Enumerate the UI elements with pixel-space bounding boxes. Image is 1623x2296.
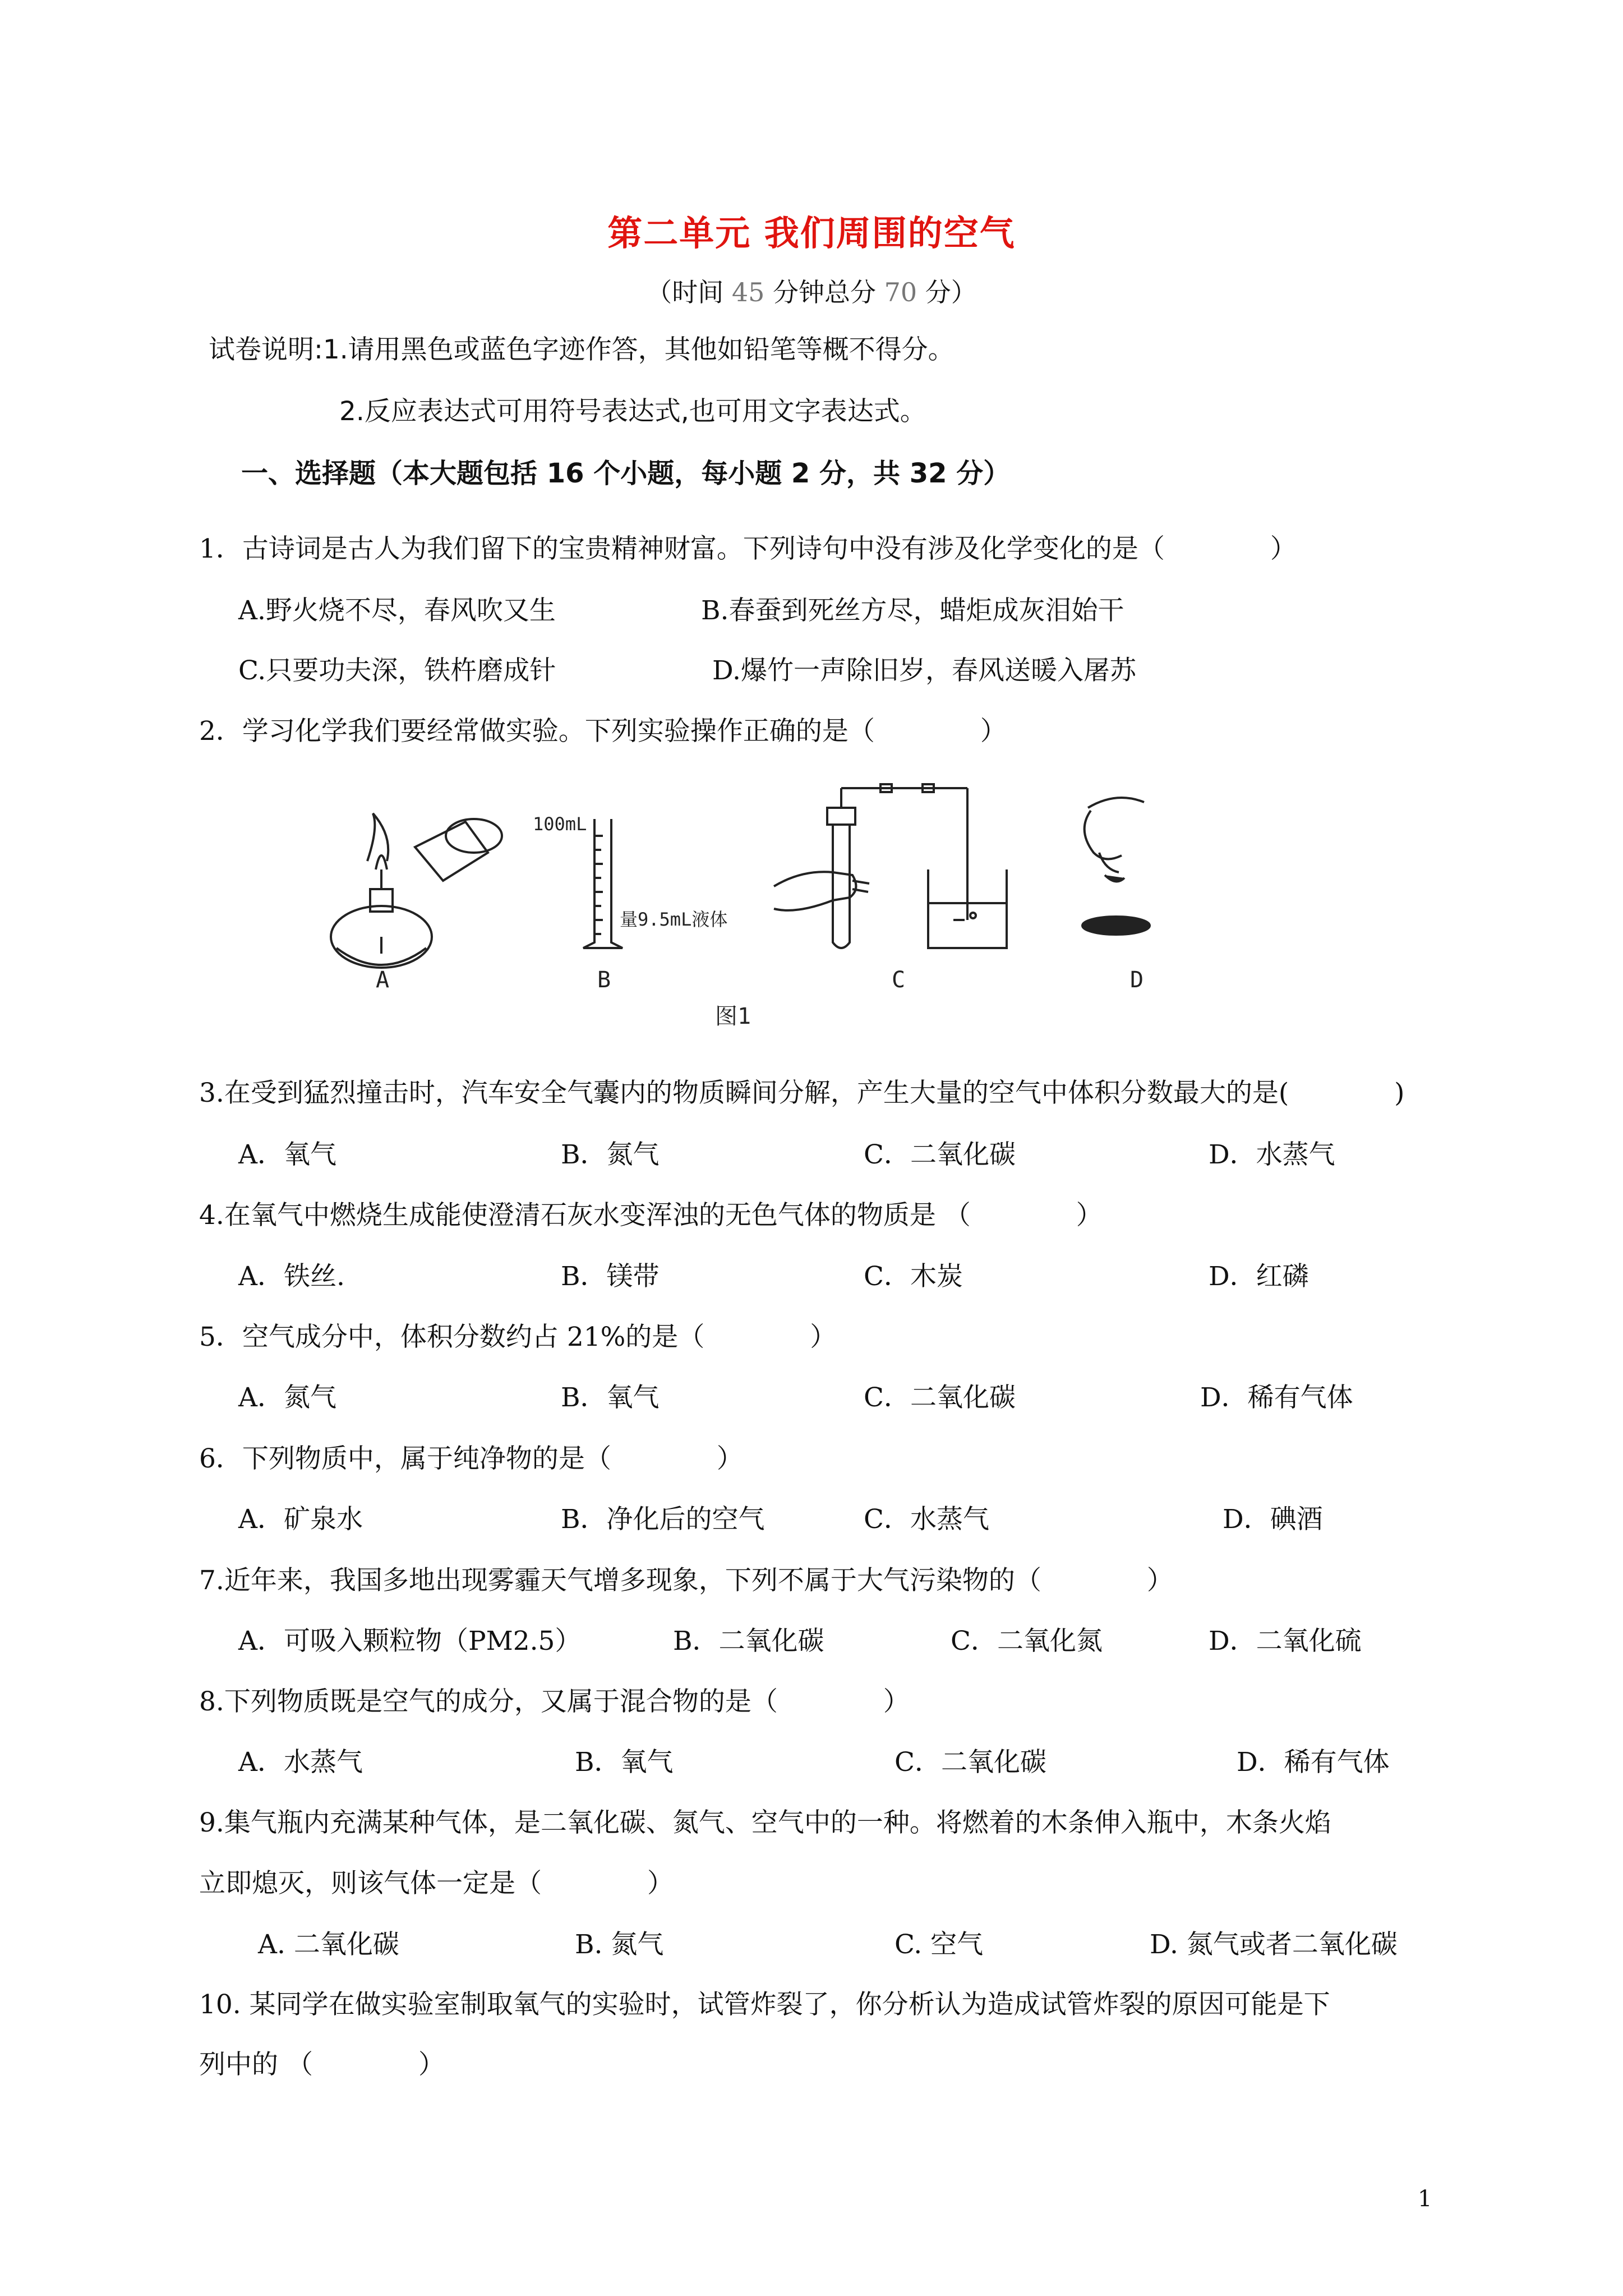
question-2: 2．学习化学我们要经常做实验。下列实验操作正确的是（ ） [199,716,1007,747]
q8-option-d: D．稀有气体 [1237,1747,1390,1778]
figure-a-alcohol-lamp [331,813,502,968]
figure-d-hand-reagent [1082,798,1150,935]
q6-option-b: B．净化后的空气 [561,1504,765,1535]
cylinder-note: 量9.5mL液体 [620,909,728,930]
q1-option-b: B.春蚕到死丝方尽，蜡炬成灰泪始干 [701,595,1124,626]
figure-c-airtightness-check [774,784,1007,948]
q6-option-c: C．水蒸气 [864,1504,989,1535]
exam-note-2: 2.反应表达式可用符号表达式,也可用文字表达式。 [339,396,926,427]
q7-option-b: B．二氧化碳 [673,1626,824,1657]
q3-option-d: D．水蒸气 [1209,1139,1335,1170]
q8-option-a: A．水蒸气 [238,1747,363,1778]
section-heading: 一、选择题（本大题包括 16 个小题，每小题 2 分，共 32 分） [241,458,1011,489]
q7-option-d: D．二氧化硫 [1209,1626,1362,1657]
page-number: 1 [1418,2186,1432,2212]
question-9-line-2: 立即熄灭，则该气体一定是（ ） [199,1868,674,1899]
q3-option-a: A．氧气 [238,1139,336,1170]
figure-label-b: B [597,967,611,993]
q4-option-a: A．铁丝. [238,1261,345,1292]
q9-option-c: C. 空气 [895,1929,984,1960]
q1-option-a: A.野火烧不尽，春风吹又生 [238,595,556,626]
q6-option-d: D．碘酒 [1223,1504,1323,1535]
figure-label-a: A [376,967,390,993]
q3-option-c: C．二氧化碳 [864,1139,1016,1170]
question-10-line-2: 列中的 （ ） [199,2049,445,2080]
question-7: 7.近年来，我国多地出现雾霾天气增多现象，下列不属于大气污染物的（ ） [199,1565,1173,1596]
question-9: 9.集气瓶内充满某种气体，是二氧化碳、氮气、空气中的一种。将燃着的木条伸入瓶中，木条火焰 [199,1807,1331,1838]
figure-label-d: D [1130,967,1144,993]
q4-option-c: C．木炭 [864,1261,963,1292]
q9-option-b: B. 氮气 [575,1929,664,1960]
q6-option-a: A．矿泉水 [238,1504,363,1535]
question-5: 5．空气成分中，体积分数约占 21%的是（ ） [199,1322,837,1352]
cylinder-top-label: 100mL [533,813,587,835]
question-10: 10. 某同学在做实验室制取氧气的实验时，试管炸裂了，你分析认为造成试管炸裂的原因可能是下 [199,1989,1330,2020]
q9-option-d: D. 氮气或者二氧化碳 [1150,1929,1398,1960]
q9-option-a: A. 二氧化碳 [258,1929,399,1960]
q7-option-c: C．二氧化氮 [951,1626,1103,1657]
q8-option-b: B．氧气 [575,1747,674,1778]
figure-lab-operations [314,769,1223,1032]
q5-option-c: C．二氧化碳 [864,1382,1016,1413]
exam-note-1: 试卷说明:1.请用黑色或蓝色字迹作答，其他如铅笔等概不得分。 [209,334,955,365]
page-title: 第二单元 我们周围的空气 [607,213,1016,254]
question-1: 1．古诗词是古人为我们留下的宝贵精神财富。下列诗句中没有涉及化学变化的是（ ） [199,533,1297,564]
q5-option-b: B．氧气 [561,1382,660,1413]
q8-option-c: C．二氧化碳 [895,1747,1046,1778]
q5-option-a: A．氮气 [238,1382,336,1413]
question-4: 4.在氧气中燃烧生成能使澄清石灰水变浑浊的无色气体的物质是 （ ） [199,1200,1103,1231]
q3-option-b: B．氮气 [561,1139,660,1170]
figure-label-c: C [892,967,906,993]
q1-option-c: C.只要功夫深，铁杵磨成针 [238,655,556,686]
question-8: 8.下列物质既是空气的成分，又属于混合物的是（ ） [199,1686,910,1717]
q4-option-d: D．红磷 [1209,1261,1309,1292]
exam-info: （时间 45 分钟总分 70 分） [646,277,977,307]
figure-caption: 图1 [715,1004,751,1029]
q7-option-a: A．可吸入颗粒物（PM2.5） [238,1626,582,1657]
q4-option-b: B．镁带 [561,1261,660,1292]
question-3: 3.在受到猛烈撞击时，汽车安全气囊内的物质瞬间分解，产生大量的空气中体积分数最大的是( ) [199,1078,1405,1108]
figure-b-graduated-cylinder [583,819,623,948]
question-6: 6．下列物质中，属于纯净物的是（ ） [199,1443,743,1474]
q5-option-d: D．稀有气体 [1200,1382,1353,1413]
q1-option-d: D.爆竹一声除旧岁，春风送暖入屠苏 [712,655,1136,686]
